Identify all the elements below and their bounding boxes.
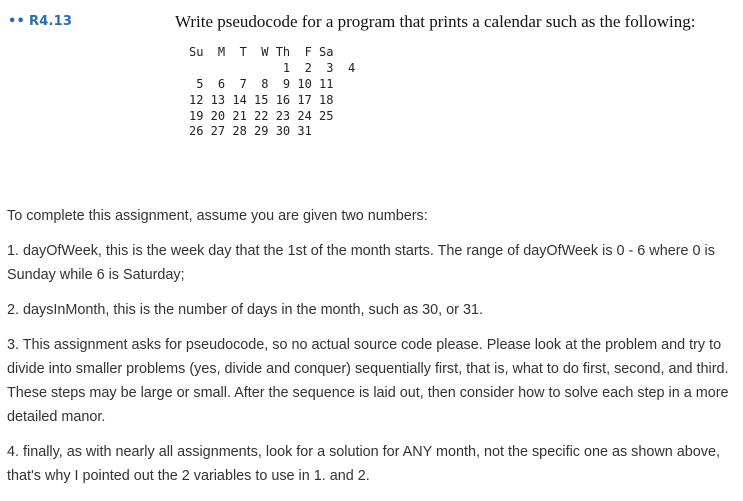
- difficulty-dots: ••: [8, 14, 26, 29]
- instruction-item-2: 2. daysInMonth, this is the number of days in the month, such as 30, or 31.: [7, 302, 483, 318]
- instruction-item-1: 1. dayOfWeek, this is the week day that the 1st of the month starts. The range of dayOfWeek is 0 - 6 where 0 is Sunday while 6 is Saturday;: [7, 243, 715, 283]
- problem-prompt: Write pseudocode for a program that prints a calendar such as the following:: [175, 12, 696, 31]
- problem-number: [8, 14, 72, 29]
- calendar-example: [189, 45, 355, 140]
- assignment-instructions: [7, 204, 737, 499]
- calendar-week-row: 12 13 14 15 16 17 18: [189, 92, 334, 107]
- instruction-item-3: 3. This assignment asks for pseudocode, so no actual source code please. Please look at the problem and try to divide into smaller problems (yes, divide and conquer) sequentially first, that is, what to do first, second, and third. These steps may be large or small. After the sequence is laid out, then consider how to solve each step in a more detailed manor.: [7, 337, 729, 425]
- calendar-week-row: 19 20 21 22 23 24 25: [189, 108, 334, 123]
- instructions-intro: To complete this assignment, assume you are given two numbers:: [7, 208, 428, 224]
- calendar-week-row: 1 2 3 4: [189, 60, 356, 75]
- instruction-item-4: 4. finally, as with nearly all assignments, look for a solution for ANY month, not the specific one as shown above, that's why I pointed out the 2 variables to use in 1. and 2.: [7, 444, 720, 484]
- problem-id-label: R4.13: [29, 14, 73, 29]
- calendar-week-row: 26 27 28 29 30 31: [189, 124, 312, 139]
- calendar-header-row: Su M T W Th F Sa: [189, 45, 334, 59]
- calendar-week-row: 5 6 7 8 9 10 11: [189, 76, 334, 91]
